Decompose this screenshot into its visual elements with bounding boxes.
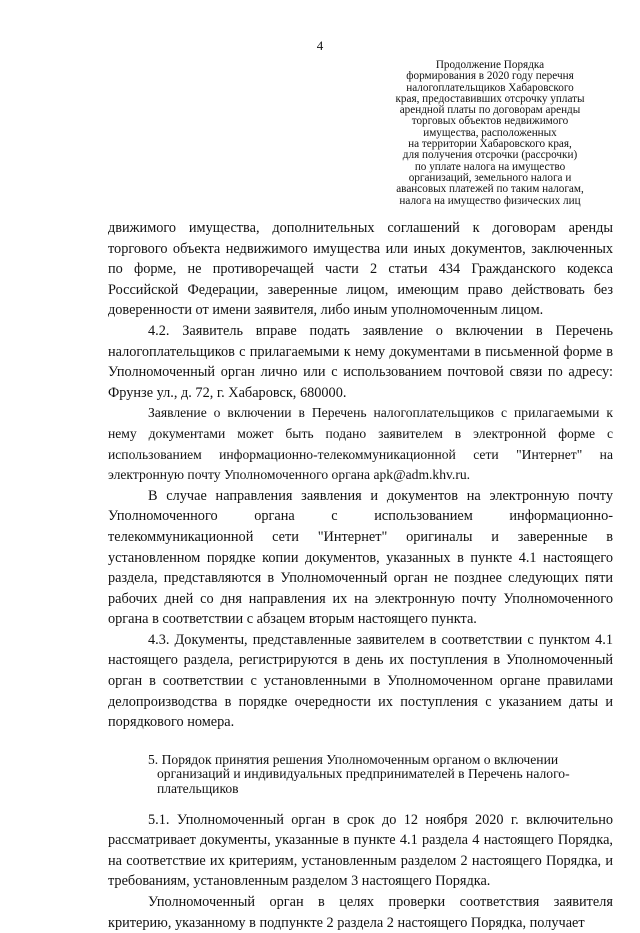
header-line: края, предоставивших отсрочку уплаты — [395, 92, 585, 105]
page-number: 4 — [316, 38, 324, 53]
header-line: налога на имущество физических лиц — [399, 194, 581, 207]
section-title-line: 5. Порядок принятия решения Уполномоченным органом о включении — [148, 751, 559, 767]
paragraph-continuation: движимого имущества, дополнительных соглашений к договорам аренды торгового объекта недвижимого имущества или иных документов, заключенных по форме, не противоречащей части 2 статьи 434 Гражданского кодекса Российской Федерации, заверенные лицом, имеющим право действовать без доверенности от имени заявителя, либо иным уполномоченным лицом. — [108, 220, 613, 319]
section-5-title — [108, 753, 613, 797]
section-title-line: организаций и индивидуальных предпринимателей в Перечень налого- — [157, 766, 570, 782]
document-body — [108, 218, 613, 933]
paragraph-5-1: 5.1. Уполномоченный орган в срок до 12 ноября 2020 г. включительно рассматривает документы, указанные в пункте 4.1 раздела 4 настоящего Порядка, на соответствие их критериям, установленным разделом 2 настоящего Порядка, и требованиям, установленным разделом 3 настоящего Порядка. — [108, 811, 613, 890]
header-line: Продолжение Порядка — [435, 59, 545, 71]
header-line: на территории Хабаровского края, — [408, 138, 572, 151]
header-line: налогоплательщиков Хабаровского — [406, 81, 574, 94]
header-line: организаций, земельного налога и — [408, 171, 572, 184]
paragraph-email-originals: В случае направления заявления и документов на электронную почту Уполномоченного органа с использованием информационно-телекоммуникационной сети "Интернет" оригиналы и заверенные в установленном порядке копии документов, указанных в пункте 4.1 настоящего раздела, представляются в Уполномоченный орган не позднее следующих пяти рабочих дней со дня направления их на электронную почту Уполномоченного органа в соответствии с абзацем вторым настоящего пункта. — [108, 487, 613, 628]
paragraph-4-2: 4.2. Заявитель вправе подать заявление о включении в Перечень налогоплательщиков с прилагаемыми к нему документами в письменной форме в Уполномоченный орган лично или с использованием почтовой связи по адресу: Фрунзе ул., д. 72, г. Хабаровск, 680000. — [108, 322, 613, 401]
header-line: для получения отсрочки (рассрочки) — [402, 149, 578, 162]
header-line: формирования в 2020 году перечня — [406, 70, 574, 83]
header-line: имущества, расположенных — [423, 126, 557, 139]
section-title-line: плательщиков — [157, 781, 239, 797]
paragraph-electronic-submission: Заявление о включении в Перечень налогоплательщиков с прилагаемыми к нему документами может быть подано заявителем в электронной форме с использованием информационно-телекоммуникационной сети "Интернет" на электронную почту Уполномоченного органа apk@adm.khv.ru. — [108, 405, 613, 483]
paragraph-verification: Уполномоченный орган в целях проверки соответствия заявителя критерию, указанному в подпункте 2 раздела 2 настоящего Порядка, получает — [108, 894, 613, 931]
header-line: по уплате налога на имущество — [414, 160, 566, 173]
header-line: торговых объектов недвижимого — [411, 115, 569, 128]
paragraph-4-3: 4.3. Документы, представленные заявителем в соответствии с пунктом 4.1 настоящего раздела, регистрируются в день их поступления в Уполномоченный орган в соответствии с установленными в Уполномоченном органе правилами делопроизводства в порядке очередности их поступления с указанием даты и порядкового номера. — [108, 631, 613, 731]
header-line: арендной платы по договорам аренды — [399, 104, 581, 117]
continuation-header — [365, 60, 615, 207]
header-line: авансовых платежей по таким налогам, — [396, 183, 584, 196]
